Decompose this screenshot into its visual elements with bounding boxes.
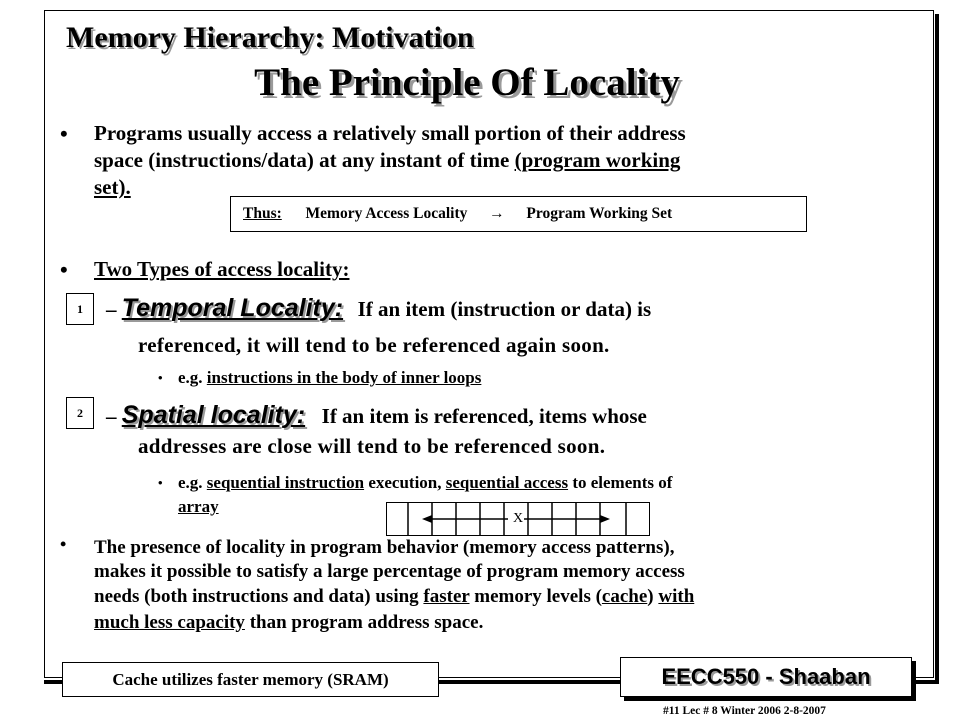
array-marker: X [512,511,524,526]
bullet3-line3 [94,585,694,608]
spatial-example-term-2: sequential access [445,473,569,492]
spatial-example-text-2: to elements of [568,473,673,492]
bullet-marker: • [60,257,68,282]
temporal-example-text: instructions in the body of inner loops [206,368,482,387]
bullet1-line1: Programs usually access a relatively small portion of their address [94,121,686,145]
slide-supertitle: Memory Hierarchy: Motivation [66,21,474,54]
array-diagram [386,502,650,536]
thus-right-text: Program Working Set [526,205,673,222]
thus-left-text: Memory Access Locality [305,205,468,222]
sub-bullet-marker: • [158,370,163,385]
spatial-locality-term: Spatial locality: [121,401,306,429]
temporal-number-box: 1 [66,293,94,325]
bullet3-line2: makes it possible to satisfy a large percentage of program memory access [94,561,685,582]
temporal-line2: referenced, it will tend to be referenced again soon. [138,333,610,357]
bullet3-cache-term: cache [601,586,648,607]
spatial-number-box: 2 [66,397,94,429]
bullet1-working-set-term: (program working [514,148,681,172]
bullet3-line3-text-2: memory levels ( [469,586,602,607]
temporal-definition-start: If an item (instruction or data) is [357,297,652,321]
thus-callout-box [230,196,807,232]
spatial-example-text-1: execution, [364,473,446,492]
spatial-example-term-1: sequential instruction [206,473,365,492]
left-arrow-icon [422,515,432,523]
spatial-definition-start: If an item is referenced, items whose [321,404,647,428]
example-prefix: e.g. [178,368,207,387]
right-arrow-icon [600,515,610,523]
cache-note-box: Cache utilizes faster memory (SRAM) [62,662,439,697]
bullet-marker: • [60,534,67,554]
dash-marker: – [106,297,117,321]
course-brand-box: EECC550 - Shaaban [620,657,912,697]
bullet-marker: • [60,121,68,146]
bullet3-faster-term: faster [423,586,470,607]
spatial-line2: addresses are close will tend to be referenced soon. [138,434,606,458]
bullet3-line3-text-3: ) [647,586,659,607]
bullet3-capacity-term: much less capacity [94,612,245,633]
example-prefix: e.g. [178,473,207,492]
dash-marker: – [106,404,117,428]
spatial-example-array: array [178,497,219,516]
spatial-line1 [106,402,647,430]
bullet1-line2 [94,147,680,174]
bullet2-text: Two Types of access locality: [94,257,350,281]
temporal-locality-term: Temporal Locality: [121,294,344,322]
temporal-line1 [106,295,651,323]
bullet3-line4 [94,611,483,634]
bullet1-line2-text: space (instructions/data) at any instant of time [94,148,515,172]
bullet3-line3-text: needs (both instructions and data) using [94,586,424,607]
bullet3-line1: The presence of locality in program behavior (memory access patterns), [94,537,675,558]
bullet3-with-term: with [658,586,695,607]
bullet3-line4-text: than program address space. [244,612,484,633]
bullet1-line3: set). [94,175,131,199]
temporal-example [178,367,481,389]
spatial-example [178,472,672,494]
slide-title: The Principle Of Locality [254,61,680,104]
sub-bullet-marker: • [158,475,163,490]
right-arrow-icon: → [489,205,505,222]
thus-label: Thus: [243,205,282,222]
slide-footer: #11 Lec # 8 Winter 2006 2-8-2007 [663,705,826,717]
